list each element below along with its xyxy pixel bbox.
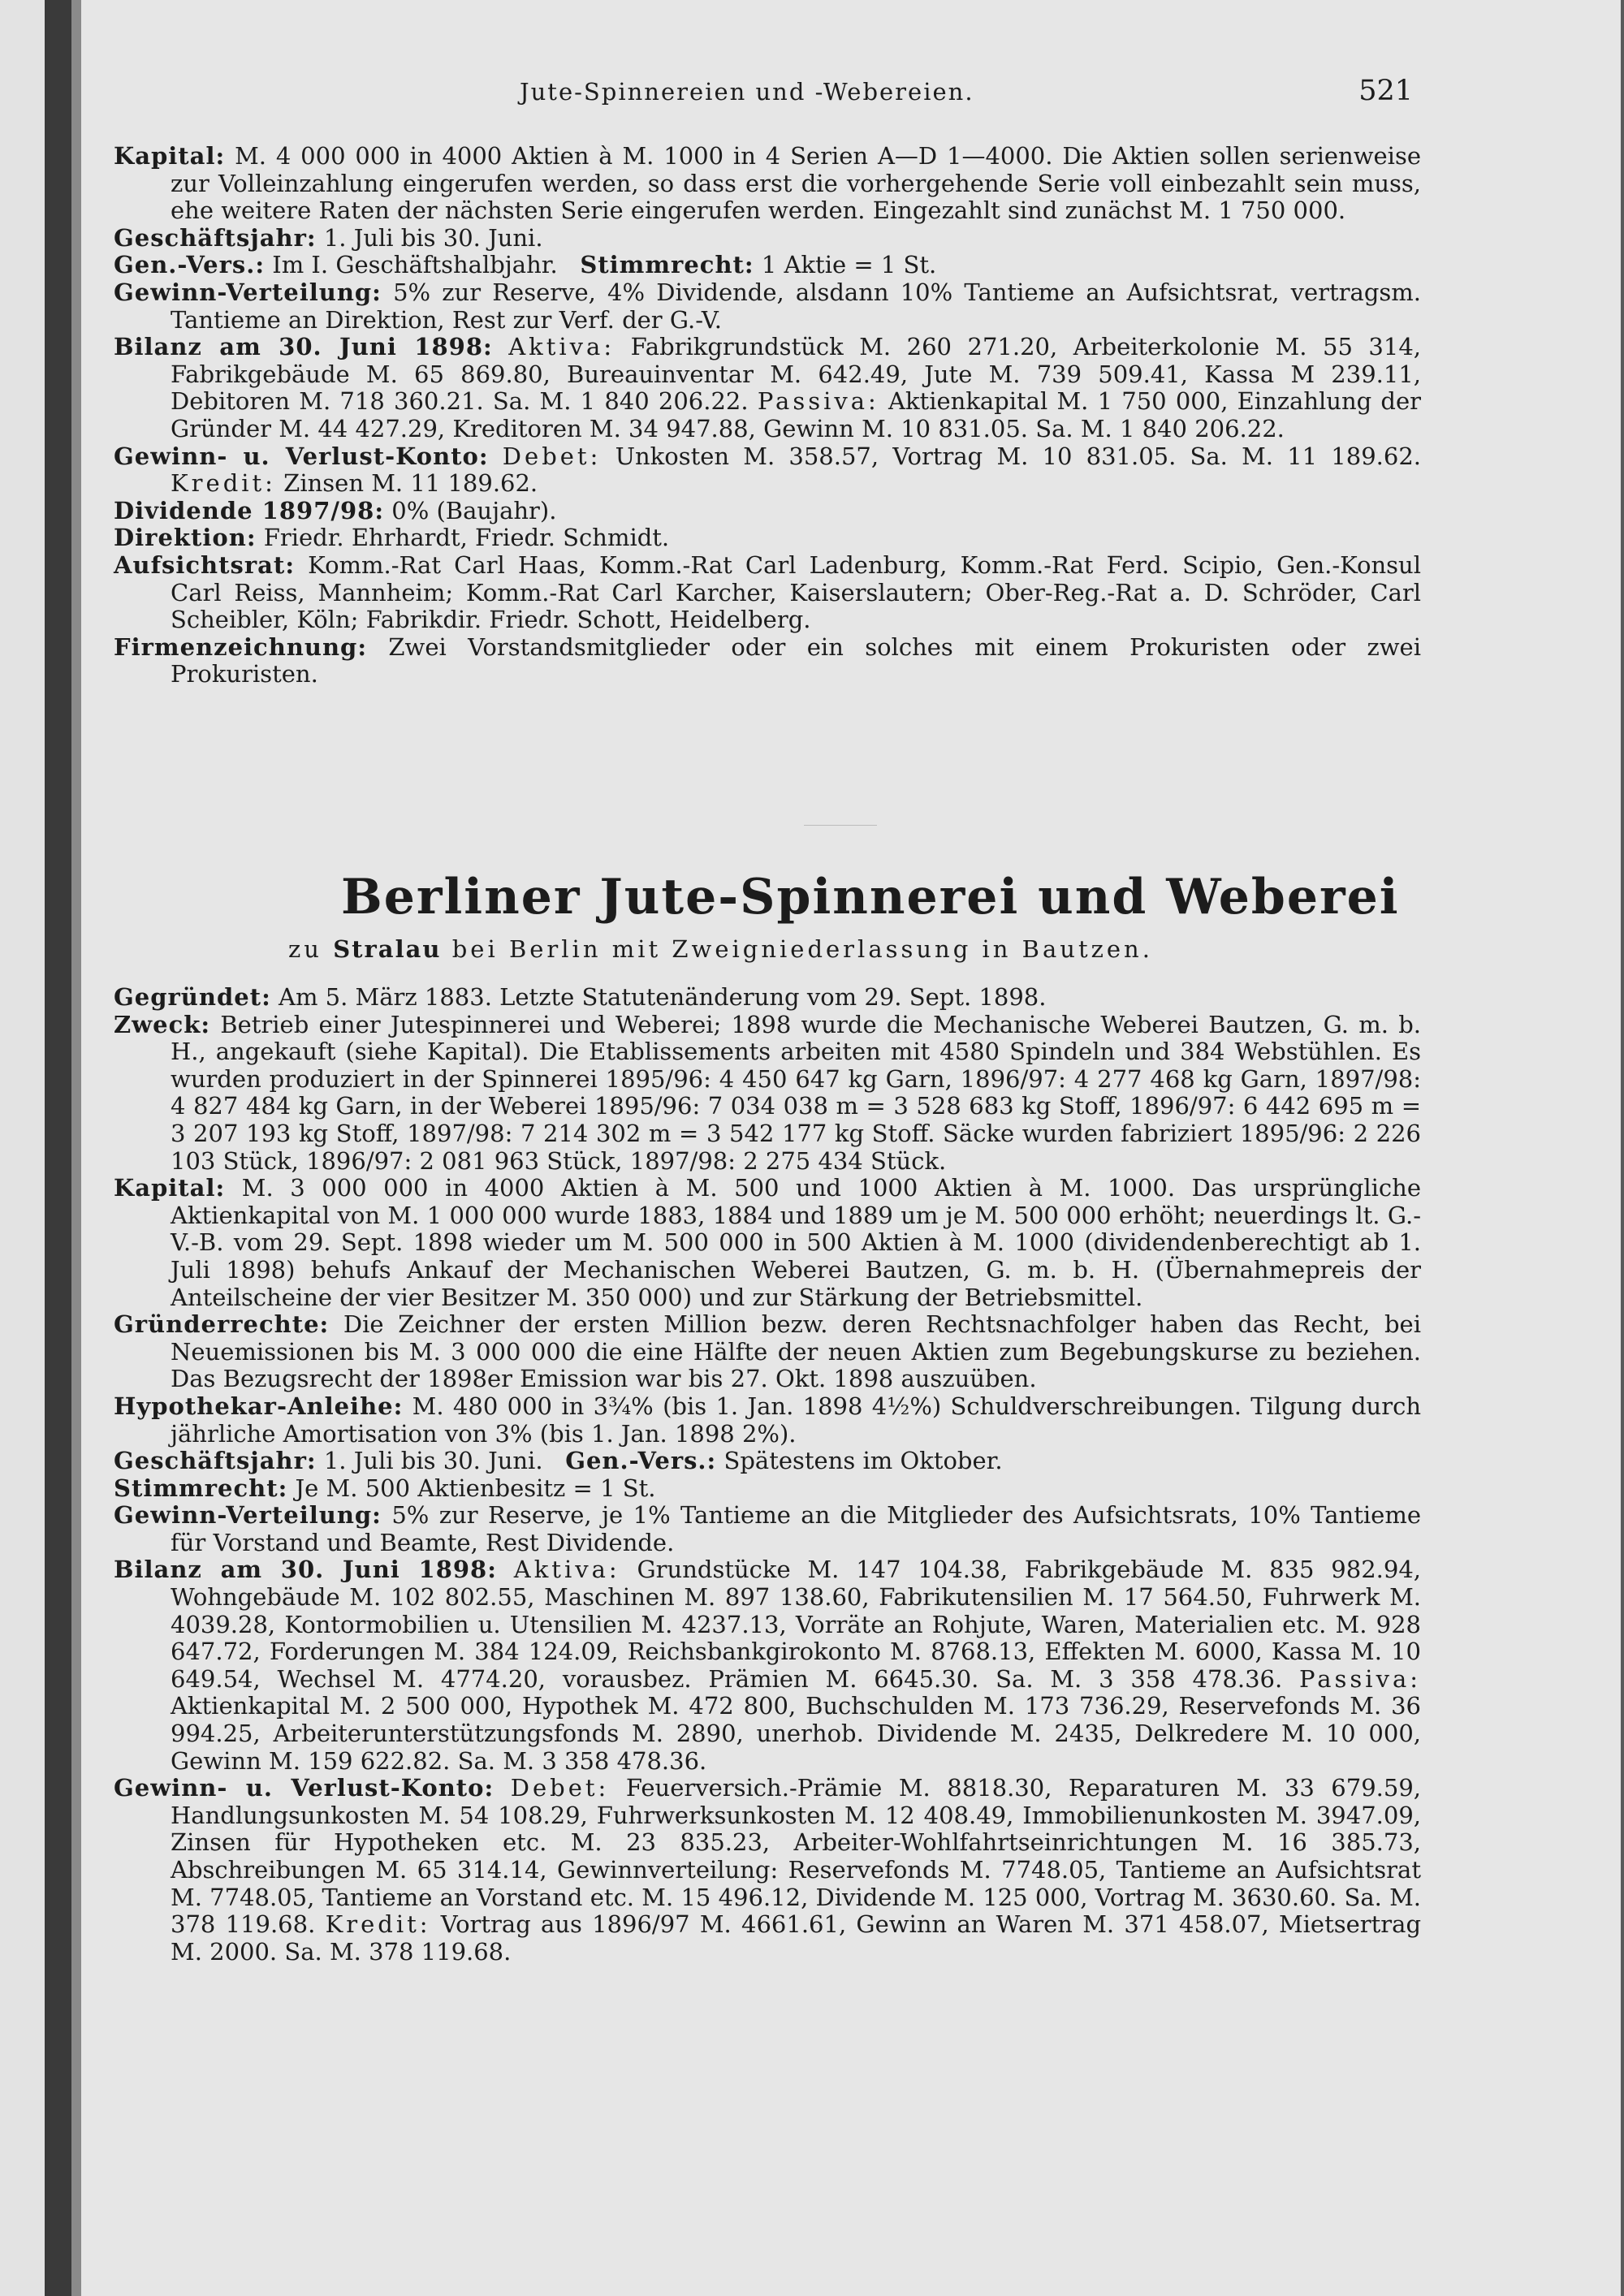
entry-gewinn-verlust: Gewinn- u. Verlust-Konto: Debet: Feuerversich.-Prämie M. 8818.30, Reparaturen M. 33 679.59, Handlungsunkosten M. 54 108.29, Fuhrwerksunkosten M. 12 408.49, Immobilienunkosten M. 3947.09, Zinsen für Hypotheken etc. M. 23 835.23, Arbeiter-Wohlfahrtseinrichtungen M. 16 385.73, Abschreibungen M. 65 314.14, Gewinnverteilung: Reservefonds M. 7748.05, Tantieme an Aufsichtsrat M. 7748.05, Tantieme an Vorstand etc. M. 15 496.12, Dividende M. 125 000, Vortrag M. 3630.60. Sa. M. 378 119.68. Kredit: Vortrag aus 1896/97 M. 4661.61, Gewinn an Waren M. 371 458.07, Mietsertrag M. 2000. Sa. M. 378 119.68. (114, 1774, 1422, 1966)
entry-gruenderrechte: Gründerrechte: Die Zeichner der ersten Million bezw. deren Rechtsnachfolger haben das Recht, bei Neuemissionen bis M. 3 000 000 die eine Hälfte der neuen Aktien zum Begebungskurse zu beziehen. Das Bezugsrecht der 1898er Emission war bis 27. Okt. 1898 auszuüben. (114, 1310, 1421, 1393)
entry-aufsichtsrat: Aufsichtsrat: Komm.-Rat Carl Haas, Komm.-Rat Carl Ladenburg, Komm.-Rat Ferd. Scipio, Gen.-Konsul Carl Reiss, Mannheim; Komm.-Rat Carl Karcher, Kaiserslautern; Ober-Reg.-Rat a. D. Schröder, Carl Scheibler, Köln; Fabrikdir. Friedr. Schott, Heidelberg. (114, 550, 1421, 634)
running-title: Jute-Spinnereien und -Webereien. (520, 78, 974, 106)
company-subtitle: zu Stralau bei Berlin mit Zweigniederlassung in Bautzen. (288, 935, 1153, 963)
entry-kapital: Kapital: M. 4 000 000 in 4000 Aktien à M. 1000 in 4 Serien A—D 1—4000. Die Aktien sollen serienweise zur Volleinzahlung eingerufen werden, so dass erst die vorhergehende Serie voll einbezahlt sein muss, ehe weitere Raten der nächsten Serie eingerufen werden. Eingezahlt sind zunächst M. 1 750 000. (114, 142, 1421, 225)
company-section (114, 984, 1421, 1966)
page-gutter (71, 0, 81, 2296)
entry-zweck: Zweck: Betrieb einer Jutespinnerei und Weberei; 1898 wurde die Mechanische Weberei Bautzen, G. m. b. H., angekauft (siehe Kapital). Die Etablissements arbeiten mit 4580 Spindeln und 384 Webstühlen. Es wurden produziert in der Spinnerei 1895/96: 4 450 647 kg Garn, 1896/97: 4 277 468 kg Garn, 1897/98: 4 827 484 kg Garn, in der Weberei 1895/96: 7 034 038 m = 3 528 683 kg Stoff, 1896/97: 6 442 695 m = 3 207 193 kg Stoff, 1897/98: 7 214 302 m = 3 542 177 kg Stoff. Säcke wurden fabriziert 1895/96: 2 226 103 Stück, 1896/97: 2 081 963 Stück, 1897/98: 2 275 434 Stück. (114, 1010, 1421, 1175)
entry-gewinn-verteilung: Gewinn-Verteilung: 5% zur Reserve, 4% Dividende, alsdann 10% Tantieme an Aufsichtsrat, vertragsm. Tantieme an Direktion, Rest zur Verf. der G.-V. (114, 278, 1421, 334)
entry-hypothekar-anleihe: Hypothekar-Anleihe: M. 480 000 in 3¾% (bis 1. Jan. 1898 4½%) Schuldverschreibungen. Tilgung durch jährliche Amortisation von 3% (bis 1. Jan. 1898 2%). (114, 1392, 1421, 1448)
section-divider (804, 825, 877, 826)
previous-company-section (114, 143, 1421, 688)
book-spine-shadow (45, 0, 71, 2296)
entry-kapital: Kapital: M. 3 000 000 in 4000 Aktien à M. 500 und 1000 Aktien à M. 1000. Das ursprüngliche Aktienkapital von M. 1 000 000 wurde 1883, 1884 und 1889 um je M. 500 000 erhöht; neuerdings lt. G.-V.-B. vom 29. Sept. 1898 wieder um M. 500 000 in 500 Aktien à M. 1000 (dividendenberechtigt ab 1. Juli 1898) behufs Ankauf der Mechanischen Weberei Bautzen, G. m. b. H. (Übernahmepreis der Anteilscheine der vier Besitzer M. 350 000) und zur Stärkung der Betriebsmittel. (114, 1174, 1421, 1311)
entry-gegruendet: Gegründet: Am 5. März 1883. Letzte Statutenänderung vom 29. Sept. 1898. (114, 983, 1047, 1011)
entry-firmenzeichnung: Firmenzeichnung: Zwei Vorstandsmitglieder oder ein solches mit einem Prokuristen oder zwei Prokuristen. (114, 632, 1421, 688)
entry-geschaeftsjahr: Geschäftsjahr: 1. Juli bis 30. Juni. (114, 223, 543, 252)
entry-bilanz: Bilanz am 30. Juni 1898: Aktiva: Grundstücke M. 147 104.38, Fabrikgebäude M. 835 982.94, Wohngebäude M. 102 802.55, Maschinen M. 897 138.60, Fabrikutensilien M. 17 564.50, Fuhrwerk M. 4039.28, Kontormobilien u. Utensilien M. 4237.13, Vorräte an Rohjute, Waren, Materialien etc. M. 928 647.72, Forderungen M. 384 124.09, Reichsbankgirokonto M. 8768.13, Effekten M. 6000, Kassa M. 10 649.54, Wechsel M. 4774.20, vorausbez. Prämien M. 6645.30. Sa. M. 3 358 478.36. Passiva: Aktienkapital M. 2 500 000, Hypothek M. 472 800, Buchschulden M. 173 736.29, Reservefonds M. 36 994.25, Arbeiterunterstützungsfonds M. 2890, unerhob. Dividende M. 2435, Delkredere M. 10 000, Gewinn M. 159 622.82. Sa. M. 3 358 478.36. (114, 1556, 1422, 1775)
entry-geschaeftsjahr: Geschäftsjahr: 1. Juli bis 30. Juni. Gen.-Vers.: Spätestens im Oktober. (114, 1447, 1003, 1475)
entry-dividende: Dividende 1897/98: 0% (Baujahr). (114, 496, 557, 524)
page-edge (1621, 0, 1624, 2296)
entry-bilanz: Bilanz am 30. Juni 1898: Aktiva: Fabrikgrundstück M. 260 271.20, Arbeiterkolonie M. 55 314, Fabrikgebäude M. 65 869.80, Bureauinventar M. 642.49, Jute M. 739 509.41, Kassa M 239.11, Debitoren M. 718 360.21. Sa. M. 1 840 206.22. Passiva: Aktienkapital M. 1 750 000, Einzahlung der Gründer M. 44 427.29, Kreditoren M. 34 947.88, Gewinn M. 10 831.05. Sa. M. 1 840 206.22. (114, 333, 1422, 442)
entry-gewinn-verlust: Gewinn- u. Verlust-Konto: Debet: Unkosten M. 358.57, Vortrag M. 10 831.05. Sa. M. 11 189.62. Kredit: Zinsen M. 11 189.62. (114, 442, 1421, 498)
entry-gen-vers: Gen.-Vers.: Im I. Geschäftshalbjahr. Stimmrecht: 1 Aktie = 1 St. (114, 251, 937, 279)
entry-stimmrecht: Stimmrecht: Je M. 500 Aktienbesitz = 1 St. (114, 1474, 656, 1502)
entry-gewinn-verteilung: Gewinn-Verteilung: 5% zur Reserve, je 1% Tantieme an die Mitglieder des Aufsichtsrats, 10% Tantieme für Vorstand und Beamte, Rest Dividende. (114, 1501, 1421, 1556)
page-header (503, 75, 1413, 115)
page-number: 521 (1358, 75, 1413, 107)
entry-direktion: Direktion: Friedr. Ehrhardt, Friedr. Schmidt. (114, 524, 670, 552)
company-title: Berliner Jute-Spinnerei und Weberei (341, 869, 1400, 926)
